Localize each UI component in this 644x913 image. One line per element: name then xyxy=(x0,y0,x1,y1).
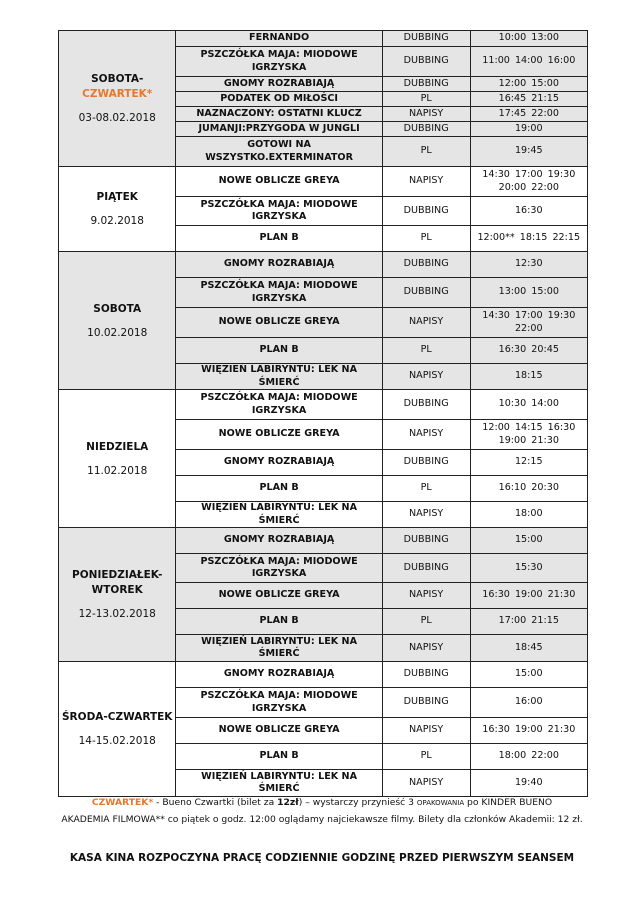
movie-title: GNOMY ROZRABIAJĄ xyxy=(176,77,382,92)
showtimes: 19:40 xyxy=(470,770,587,797)
day-name xyxy=(62,568,172,598)
day-date: 10.02.2018 xyxy=(87,326,148,339)
promo-note xyxy=(0,797,644,808)
showtimes: 12:00 15:00 xyxy=(470,77,587,92)
schedule-table xyxy=(58,30,588,797)
movie-language: NAPISY xyxy=(382,635,470,662)
showtimes: 18:00 xyxy=(470,502,587,528)
movie-title: PLAN B xyxy=(176,338,382,364)
day-cell xyxy=(59,390,176,528)
showtimes: 13:00 15:00 xyxy=(470,278,587,308)
showtimes: 10:00 13:00 xyxy=(470,31,587,47)
movie-title: WIĘZIEŃ LABIRYNTU: LEK NA ŚMIERĆ xyxy=(176,502,382,528)
showtimes: 17:45 22:00 xyxy=(470,107,587,122)
movie-title: NOWE OBLICZE GREYA xyxy=(176,308,382,338)
day-date: 11.02.2018 xyxy=(87,464,148,477)
promo-star: CZWARTEK* xyxy=(91,797,154,808)
showtimes: 16:30 19:00 21:30 xyxy=(470,718,587,744)
movie-language: DUBBING xyxy=(382,252,470,278)
schedule-row xyxy=(59,252,588,278)
day-name-text: SOBOTA- xyxy=(91,73,144,86)
showtimes: 11:00 14:00 16:00 xyxy=(470,47,587,77)
movie-language: PL xyxy=(382,92,470,107)
movie-language: NAPISY xyxy=(382,364,470,390)
movie-title: PSZCZÓŁKA MAJA: MIODOWE IGRZYSKA xyxy=(176,197,382,226)
movie-title: GNOMY ROZRABIAJĄ xyxy=(176,252,382,278)
promo-text-b: ) – wystarczy przynieść 3 xyxy=(298,797,417,808)
schedule-row xyxy=(59,167,588,197)
day-date: 9.02.2018 xyxy=(90,215,144,228)
movie-title: PLAN B xyxy=(176,609,382,635)
movie-language: PL xyxy=(382,338,470,364)
movie-language: DUBBING xyxy=(382,390,470,420)
movie-language: NAPISY xyxy=(382,167,470,197)
day-name-text: NIEDZIELA xyxy=(86,440,149,453)
movie-title: GOTOWI NA WSZYSTKO.EXTERMINATOR xyxy=(176,137,382,167)
movie-language: DUBBING xyxy=(382,278,470,308)
movie-language: DUBBING xyxy=(382,197,470,226)
movie-title: PSZCZÓŁKA MAJA: MIODOWE IGRZYSKA xyxy=(176,390,382,420)
movie-title: WIĘZIEŃ LABIRYNTU: LEK NA ŚMIERĆ xyxy=(176,635,382,662)
day-name xyxy=(62,190,172,205)
schedule-row xyxy=(59,390,588,420)
showtimes: 19:00 xyxy=(470,122,587,137)
movie-language: NAPISY xyxy=(382,308,470,338)
movie-title: NOWE OBLICZE GREYA xyxy=(176,583,382,609)
movie-title: GNOMY ROZRABIAJĄ xyxy=(176,662,382,688)
movie-language: DUBBING xyxy=(382,554,470,583)
movie-language: NAPISY xyxy=(382,107,470,122)
day-name xyxy=(62,302,172,317)
day-cell xyxy=(59,252,176,390)
showtimes: 14:30 17:00 19:30 22:00 xyxy=(470,308,587,338)
movie-title: NOWE OBLICZE GREYA xyxy=(176,718,382,744)
movie-language: DUBBING xyxy=(382,450,470,476)
showtimes: 18:15 xyxy=(470,364,587,390)
showtimes: 16:30 20:45 xyxy=(470,338,587,364)
movie-title: FERNANDO xyxy=(176,31,382,47)
movie-title: PSZCZÓŁKA MAJA: MIODOWE IGRZYSKA xyxy=(176,47,382,77)
day-name xyxy=(62,72,172,102)
day-date: 03-08.02.2018 xyxy=(78,112,156,125)
showtimes: 15:00 xyxy=(470,662,587,688)
movie-language: DUBBING xyxy=(382,77,470,92)
movie-title: GNOMY ROZRABIAJĄ xyxy=(176,528,382,554)
schedule-row xyxy=(59,31,588,47)
showtimes: 15:30 xyxy=(470,554,587,583)
movie-language: DUBBING xyxy=(382,688,470,718)
movie-language: DUBBING xyxy=(382,31,470,47)
movie-title: PLAN B xyxy=(176,226,382,252)
day-date: 12-13.02.2018 xyxy=(78,608,156,621)
movie-language: NAPISY xyxy=(382,770,470,797)
movie-title: JUMANJI:PRZYGODA W JUNGLI xyxy=(176,122,382,137)
movie-language: PL xyxy=(382,137,470,167)
showtimes: 10:30 14:00 xyxy=(470,390,587,420)
movie-title: PLAN B xyxy=(176,744,382,770)
movie-language: DUBBING xyxy=(382,662,470,688)
showtimes: 18:00 22:00 xyxy=(470,744,587,770)
movie-title: NOWE OBLICZE GREYA xyxy=(176,420,382,450)
showtimes: 12:30 xyxy=(470,252,587,278)
showtimes: 16:00 xyxy=(470,688,587,718)
movie-language: DUBBING xyxy=(382,528,470,554)
showtimes: 12:00** 18:15 22:15 xyxy=(470,226,587,252)
day-name-text: PIĄTEK xyxy=(96,191,138,204)
box-office-note: KASA KINA ROZPOCZYNA PRACĘ CODZIENNIE GODZINĘ PRZED PIERWSZYM SEANSEM xyxy=(69,852,575,864)
movie-language: DUBBING xyxy=(382,122,470,137)
showtimes: 16:30 19:00 21:30 xyxy=(470,583,587,609)
movie-language: PL xyxy=(382,609,470,635)
movie-title: PSZCZÓŁKA MAJA: MIODOWE IGRZYSKA xyxy=(176,554,382,583)
showtimes: 14:30 17:00 19:30 20:00 22:00 xyxy=(470,167,587,197)
day-name xyxy=(62,710,172,725)
day-name xyxy=(62,440,172,455)
movie-language: PL xyxy=(382,476,470,502)
showtimes: 12:15 xyxy=(470,450,587,476)
academy-note: AKADEMIA FILMOWA** co piątek o godz. 12:00 oglądamy najciekawsze filmy. Bilety dla członków Akademii: 12 zł. xyxy=(61,814,583,825)
showtimes: 19:45 xyxy=(470,137,587,167)
day-cell xyxy=(59,31,176,167)
movie-language: NAPISY xyxy=(382,583,470,609)
showtimes: 17:00 21:15 xyxy=(470,609,587,635)
day-cell xyxy=(59,662,176,797)
movie-language: NAPISY xyxy=(382,502,470,528)
movie-title: PLAN B xyxy=(176,476,382,502)
movie-title: GNOMY ROZRABIAJĄ xyxy=(176,450,382,476)
showtimes: 16:10 20:30 xyxy=(470,476,587,502)
promo-small: OPAKOWANIA xyxy=(416,799,465,807)
promo-text-c: po KINDER BUENO xyxy=(464,797,553,808)
showtimes: 16:30 xyxy=(470,197,587,226)
movie-language: PL xyxy=(382,744,470,770)
promo-text-a: - Bueno Czwartki (bilet za xyxy=(153,797,278,808)
movie-title: PODATEK OD MIŁOŚCI xyxy=(176,92,382,107)
showtimes: 18:45 xyxy=(470,635,587,662)
day-name-text: ŚRODA-CZWARTEK xyxy=(62,711,173,724)
movie-language: NAPISY xyxy=(382,718,470,744)
showtimes: 12:00 14:15 16:30 19:00 21:30 xyxy=(470,420,587,450)
day-name-text: SOBOTA xyxy=(93,302,142,315)
movie-title: NOWE OBLICZE GREYA xyxy=(176,167,382,197)
movie-title: NAZNACZONY: OSTATNI KLUCZ xyxy=(176,107,382,122)
movie-title: WIĘZIEŃ LABIRYNTU: LEK NA ŚMIERĆ xyxy=(176,364,382,390)
day-date: 14-15.02.2018 xyxy=(78,735,156,748)
movie-title: PSZCZÓŁKA MAJA: MIODOWE IGRZYSKA xyxy=(176,688,382,718)
day-cell xyxy=(59,167,176,252)
movie-language: PL xyxy=(382,226,470,252)
movie-language: NAPISY xyxy=(382,420,470,450)
movie-title: PSZCZÓŁKA MAJA: MIODOWE IGRZYSKA xyxy=(176,278,382,308)
movie-title: WIĘZIEŃ LABIRYNTU: LEK NA ŚMIERĆ xyxy=(176,770,382,797)
promo-price: 12zł xyxy=(277,797,299,808)
showtimes: 16:45 21:15 xyxy=(470,92,587,107)
movie-language: DUBBING xyxy=(382,47,470,77)
day-cell xyxy=(59,528,176,662)
showtimes: 15:00 xyxy=(470,528,587,554)
schedule-row xyxy=(59,528,588,554)
day-name-text: PONIEDZIAŁEK-WTOREK xyxy=(72,569,163,597)
day-name-accent: CZWARTEK* xyxy=(82,88,153,101)
schedule-row xyxy=(59,662,588,688)
